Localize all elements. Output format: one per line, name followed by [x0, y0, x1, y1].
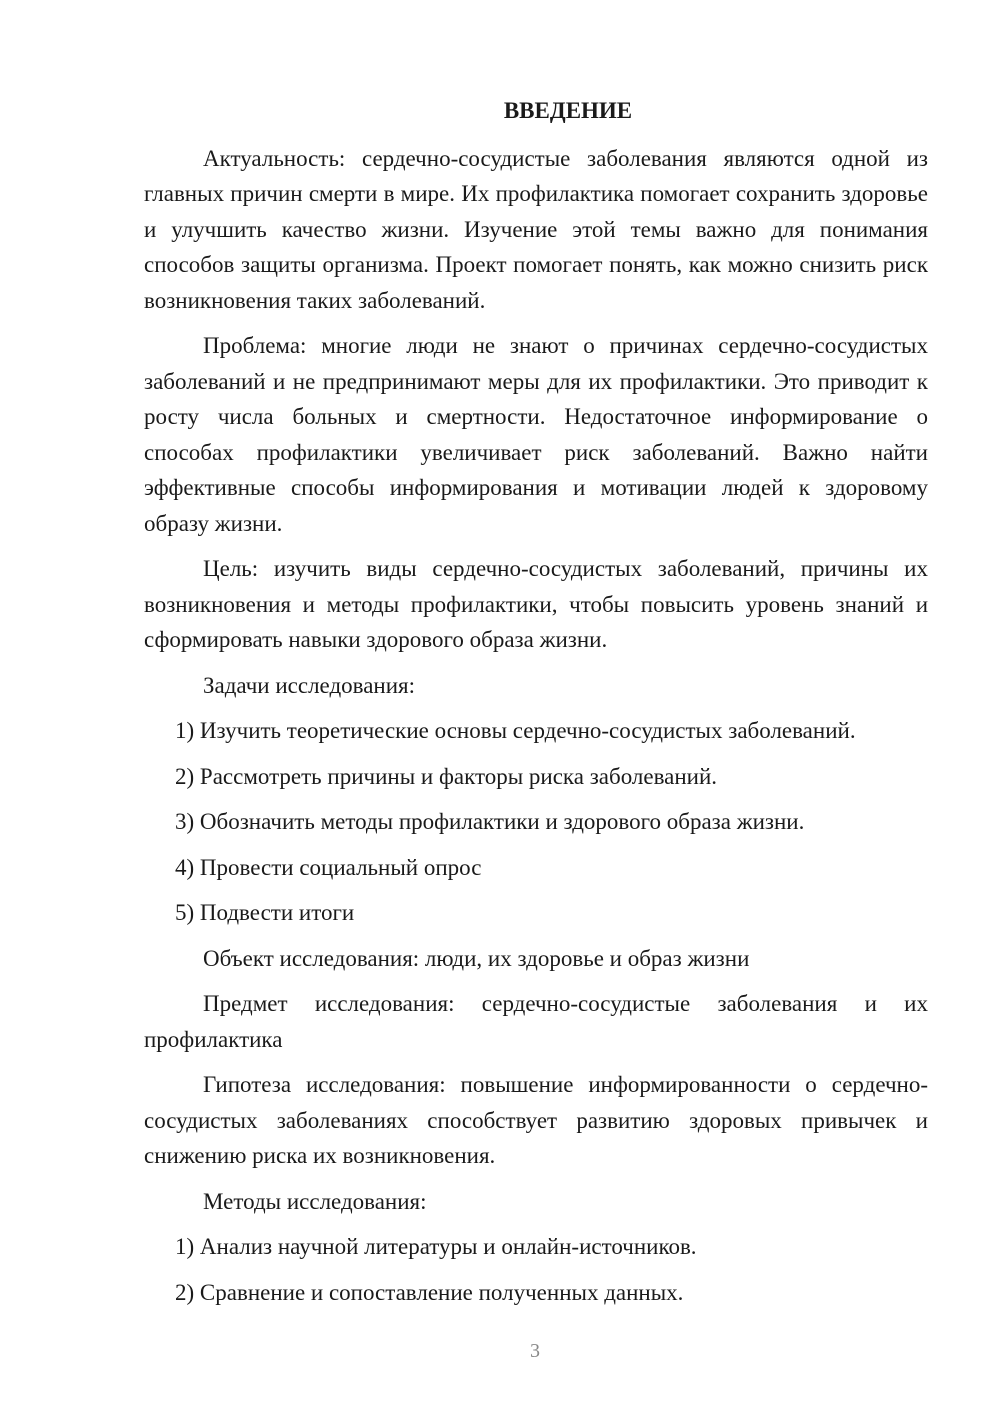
methods-heading: Методы исследования: [203, 1188, 427, 1214]
task-item: 1) Изучить теоретические основы сердечно-сосудистых заболеваний. [175, 718, 856, 743]
method-item: 2) Сравнение и сопоставление полученных данных. [175, 1279, 684, 1305]
section-title: ВВЕДЕНИЕ [503, 98, 633, 123]
task-item: 4) Провести социальный опрос [175, 854, 482, 880]
task-item: 2) Рассмотреть причины и факторы риска заболеваний. [175, 763, 718, 789]
page-content [144, 93, 928, 1320]
task-item: 3) Обозначить методы профилактики и здорового образа жизни. [175, 809, 805, 834]
page-number: 3 [530, 1340, 540, 1362]
tasks-heading: Задачи исследования: [203, 672, 416, 698]
object-paragraph: Объект исследования: люди, их здоровье и образ жизни [203, 945, 750, 971]
relevance-paragraph: Актуальность: сердечно-сосудистые заболевания являются одной из главных причин смерти в мире. Их профилактика помогает сохранить здоровье и улучшить качество жизни. Изучение этой темы важно для понимания способов защиты организма. Проект помогает понять, как можно снизить риск возникновения таких заболеваний. [144, 145, 928, 313]
hypothesis-paragraph: Гипотеза исследования: повышение информированности о сердечно-сосудистых заболеваниях способствует развитию здоровых привычек и снижению риска их возникновения. [144, 1072, 928, 1168]
problem-paragraph: Проблема: многие люди не знают о причинах сердечно-сосудистых заболеваний и не предпринимают меры для их профилактики. Это приводит к росту числа больных и смертности. Недостаточное информирование о способах профилактики увеличивает риск заболеваний. Важно найти эффективные способы информирования и мотивации людей к здоровому образу жизни. [144, 333, 928, 536]
goal-paragraph: Цель: изучить виды сердечно-сосудистых заболеваний, причины их возникновения и методы профилактики, чтобы повысить уровень знаний и сформировать навыки здорового образа жизни. [144, 556, 928, 652]
task-item: 5) Подвести итоги [175, 900, 355, 925]
method-item: 1) Анализ научной литературы и онлайн-источников. [175, 1234, 697, 1259]
subject-paragraph: Предмет исследования: сердечно-сосудистые заболевания и их профилактика [144, 991, 928, 1052]
